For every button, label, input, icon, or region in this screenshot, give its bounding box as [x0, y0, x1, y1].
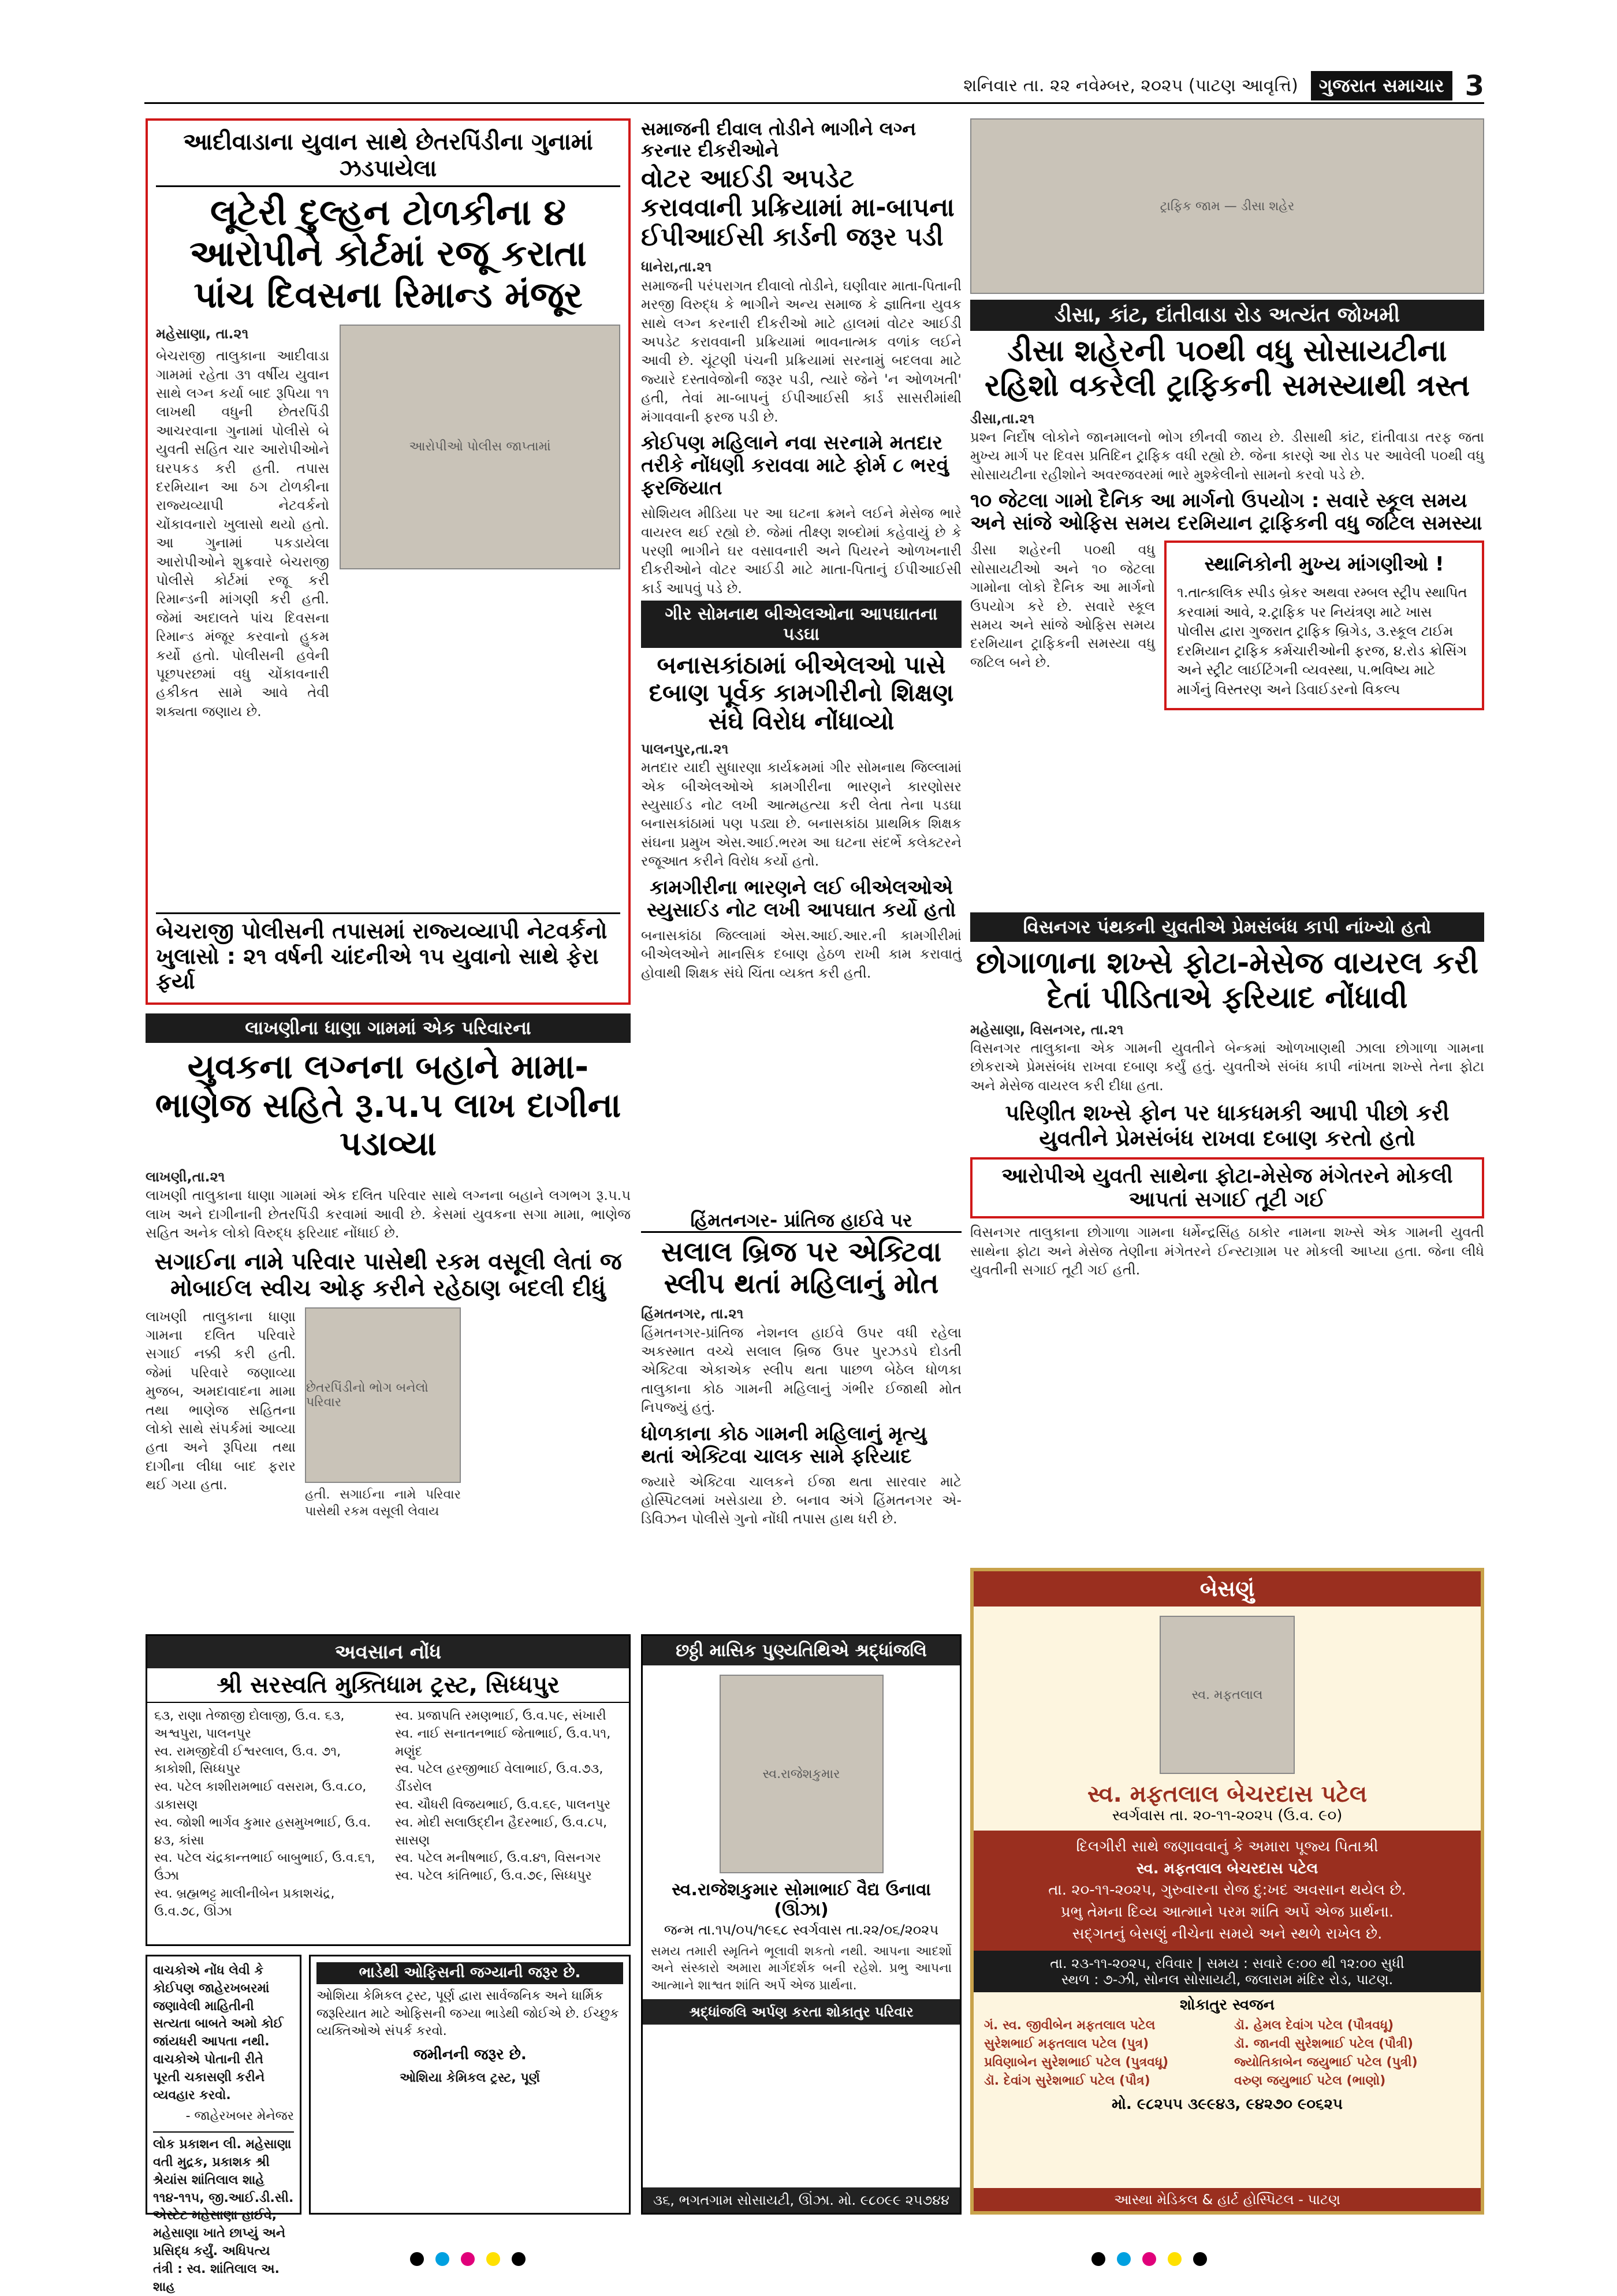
besnu-line-5: સદ્ગતનું બેસણું નીચેના સમયે અને સ્થળે રાખેલ છે.: [1072, 1925, 1383, 1943]
photo-label: સ્વ.રાજેશકુમાર: [762, 1766, 840, 1781]
story-body: મતદાર યાદી સુધારણા કાર્યક્રમમાં ગીર સોમનાથ જિલ્લામાં એક બીએલઓએ કામગીરીના ભારણને કારણોસર સ્યુસાઈડ નોટ લખી આત્મહત્યા કરી લેતા તેના પડઘા બનાસકાંઠામાં પણ પડ્યા છે. બનાસકાંઠા પ્રાથમિક શિક્ષક સંઘના પ્રમુખ એસ.આઈ.ભરમ આ ઘટના સંદર્ભે કલેક્ટરને રજૂઆત કરીને વિરોધ કર્યો હતો.: [641, 759, 962, 870]
obituary-trust: શ્રી સરસ્વતિ મુક્તિધામ ટ્રસ્ટ, સિધ્ધપુર: [147, 1668, 629, 1703]
story-subhead: કામગીરીના ભારણને લઈ બીએલઓએ સ્યુસાઈડ નોટ લખી આપઘાત કર્યો હતો: [646, 875, 956, 922]
besnu-footer: આસ્થા મેડિકલ & હાર્ટ હોસ્પિટલ - પાટણ: [974, 2188, 1481, 2211]
story-deesa-traffic: [970, 118, 1484, 904]
story-subhead: પરિણીત શખ્સે ફોન પર ધાકધમકી આપી પીછો કરી યુવતીને પ્રેમસંબંધ રાખવા દબાણ કરતો હતો: [1005, 1100, 1450, 1151]
advertisement-disclaimer: [146, 1955, 301, 2294]
issue-dateline: શનિવાર તા. ૨૨ નવેમ્બર, ૨૦૨૫ (પાટણ આવૃત્તિ): [963, 76, 1298, 96]
obituary-entry: સ્વ. પટેલ હરજીભાઈ વેલાભાઈ, ઉ.વ.૭૩, ડીંડરોલ: [395, 1762, 603, 1795]
tribute-photo: [720, 1675, 884, 1873]
disclaimer-text: વાચકોએ નોંધ લેવી કે કોઈપણ જાહેરખબરમાં જણાવેલી માહિતીની સત્યતા બાબતે અમો કોઈ જાંયધરી આપતા નથી. વાચકોએ પોતાની રીતે પૂરતી ચકાસણી કરીને વ્યવહાર કરવો.: [153, 1963, 284, 2103]
besnu-line-1: દિલગીરી સાથે જણાવવાનું કે અમારા પૂજ્ય પિતાશ્રી: [1076, 1837, 1378, 1855]
tribute-body: સમય તમારી સ્મૃતિને ભૂલાવી શકતો નથી. આપના આદર્શો અને સંસ્કારો અમારા માર્ગદર્શક બની રહેશે. પ્રભુ આપના આત્માને શાશ્વત શાંતિ અર્પે એજ પ્રાર્થના.: [651, 1944, 952, 1993]
story-visnagar-harassment: [970, 912, 1484, 1559]
story-robber-bride: [146, 118, 631, 1005]
besnu-venue-2: સ્થળ : ૭-ઝી, સોનલ સોસાયટી, જલારામ મંદિર રોડ, પાટણ.: [1061, 1971, 1394, 1988]
obituary-entry: સ્વ. જોશી ભાર્ગવ કુમાર હસમુખભાઈ, ઉ.વ. ૪૩, કાંસા: [154, 1815, 371, 1848]
trust-notice-title: ભાડેથી ઓફિસની જગ્યાની જરૂર છે.: [316, 1962, 623, 1984]
besnu-family-member: વરુણ જયુભાઈ પટેલ (ભાણો): [1234, 2073, 1386, 2088]
photo-label: છેતરપિંડીનો ભોગ બનેલો પરિવાર: [306, 1380, 429, 1410]
tribute-dates: જન્મ તા.૧૫/૦૫/૧૯૬૮ સ્વર્ગવાસ તા.૨૨/૦૬/૨૦૨૫: [664, 1922, 939, 1938]
trust-notice: [309, 1955, 631, 2215]
story-headline: યુવકના લગ્નના બહાને મામા-ભાણેજ સહિતે રૂ.૫.૫ લાખ દાગીના પડાવ્યા: [155, 1047, 621, 1164]
story-body: પ્રશ્ન નિર્દોષ લોકોને જાનમાલનો ભોગ છીનવી જાય છે. ડીસાથી કાંટ, દાંતીવાડા તરફ જતા મુખ્ય માર્ગ પર દિવસ પ્રતિદિન ટ્રાફિક વધી રહ્યો છે. જેના કારણે આ રોડ પર આવેલી ૫૦થી વધુ સોસાયટીના રહીશોને અવરજવરમાં ભારે મુશ્કેલીનો સામનો કરવો પડે છે.: [970, 428, 1484, 483]
trust-notice-title-2: જમીનની જરૂર છે.: [413, 2046, 527, 2064]
besnu-name: સ્વ. મફતલાલ બેચરદાસ પટેલ: [1087, 1781, 1368, 1807]
story-body-2: લાખણી તાલુકાના ધાણા ગામના દલિત પરિવારે સગાઈ નક્કી કરી હતી. જેમાં પરિવારે જણાવ્યા મુજબ, અમદાવાદના મામા તથા ભાણેજ સહિતના લોકો સાથે સંપર્કમાં આવ્યા હતા અને રૂપિયા તથા દાગીના લીધા બાદ ફરાર થઈ ગયા હતા.: [146, 1308, 296, 1493]
besnu-dates: સ્વર્ગવાસ તા. ૨૦-૧૧-૨૦૨૫ (ઉ.વ. ૯૦): [1112, 1807, 1343, 1824]
obituary-entry: સ્વ. પ્રજાપતિ રમણભાઈ, ઉ.વ.૫૯, સંખારી: [395, 1709, 606, 1723]
story-blo-protest: [641, 601, 962, 1201]
story-headline: બનાસકાંઠામાં બીએલઓ પાસે દબાણ પૂર્વક કામગીરીનો શિક્ષણ સંઘે વિરોધ નોંધાવ્યો: [649, 651, 954, 735]
story-marriage-fraud: [146, 1013, 631, 1626]
besnu-family-member: ડૉ. જાનવી સુરેશભાઈ પટેલ (પૌત્રી): [1234, 2037, 1414, 2052]
story-dateline: મહેસાણા, વિસનગર, તા.૨૧: [970, 1021, 1124, 1038]
tribute-name: સ્વ.રાજેશકુમાર સોમાભાઈ વૈદ્ય ઉનાવા (ઊંઝા): [671, 1880, 932, 1920]
besnu-family-member: પ્રવિણાબેન સુરેશભાઈ પટેલ (પુત્રવધૂ): [984, 2055, 1169, 2070]
story-salal-bridge: [641, 1210, 962, 1626]
story-subhead: કોઈપણ મહિલાને નવા સરનામે મતદાર તરીકે નોંધણી કરાવવા માટે ફોર્મ ૮ ભરવું ફરજિયાત: [641, 431, 949, 500]
story-subhead: ૧૦ જેટલા ગામો દૈનિક આ માર્ગનો ઉપયોગ : સવારે સ્કૂલ સમય અને સાંજે ઓફિસ સમય દરમિયાન ટ્રાફિકની વધુ જટિલ સમસ્યા: [970, 489, 1482, 535]
registration-dot: [1193, 2252, 1207, 2266]
story-headline: વોટર આઈડી અપડેટ કરાવવાની પ્રક્રિયામાં મા-બાપના ઈપીઆઈસી કાર્ડની જરૂર પડી: [641, 163, 955, 252]
story-body: લાખણી તાલુકાના ધાણા ગામમાં એક દલિત પરિવાર સાથે લગ્નના બહાને લગભગ રૂ.૫.૫ લાખ અને દાગીનાની છેતરપિંડી કરવામાં આવી છે. કેસમાં યુવકના સગા મામા, ભાણેજ સહિત અનેક લોકો વિરુદ્ધ ફરિયાદ નોંધાઈ છે.: [146, 1187, 631, 1242]
registration-marks: [404, 2252, 1213, 2275]
registration-dot: [435, 2252, 449, 2266]
story-inset: આરોપીએ યુવતી સાથેના ફોટા-મેસેજ મંગેતરને મોકલી આપતાં સગાઈ તૂટી ગઈ: [970, 1157, 1484, 1219]
obituary-band: અવસાન નોંધ: [147, 1636, 629, 1668]
photo-label: આરોપીઓ પોલીસ જાપ્તામાં: [409, 439, 551, 454]
story-body-2: વિસનગર તાલુકાના છોગાળા ગામના ધર્મેન્દ્રસિંહ ઠાકોર નામના શખ્સે એક ગામની યુવતી સાથેના ફોટા અને મેસેજ તેણીના મંગેતરને ઈન્સ્ટાગ્રામ પર મોકલી આપ્યા હતા. જેના લીધે યુવતીની સગાઈ તૂટી ગઈ હતી.: [970, 1224, 1484, 1279]
besnu-family-member: ગં. સ્વ. જીવીબેન મફતલાલ પટેલ: [984, 2018, 1156, 2033]
besnu-family-member: ડૉ. દેવાંગ સુરેશભાઈ પટેલ (પૌત્ર): [984, 2073, 1150, 2088]
registration-dot: [410, 2252, 424, 2266]
trust-notice-body: ઓશિયા કેમિકલ ટ્રસ્ટ, પૂર્ણ દ્વારા સાર્વજનિક અને ધાર્મિક જરૂરિયાત માટે ઓફિસની જગ્યા ભાડેથી જોઈએ છે. ઈચ્છુક વ્યક્તિઓએ સંપર્ક કરવો.: [316, 1988, 619, 2039]
besnu-line-3: તા. ૨૦-૧૧-૨૦૨૫, ગુરુવારના રોજ દુ:ખદ અવસાન થયેલ છે.: [1048, 1881, 1406, 1899]
story-kicker: ગીર સોમનાથ બીએલઓના આપઘાતના પડઘા: [641, 601, 962, 648]
registration-dot: [1168, 2252, 1182, 2266]
story-dateline: મહેસાણા, તા.૨૧: [156, 325, 249, 342]
story-body-2: સોશિયલ મીડિયા પર આ ઘટના ક્રમને લઈને મેસેજ ભારે વાયરલ થઈ રહ્યો છે. જેમાં તીક્ષ્ણ શબ્દોમાં કહેવાયું છે કે પરણી ભાગીને ઘર વસાવનારી અને પિયરને ઓળખનારી દીકરીઓને વોટર આઈડી માટે માતા-પિતાનું ઈપીઆઈસી કાર્ડ આપવું પડે છે.: [641, 505, 962, 597]
besnu-family-member: સુરેશભાઈ મફતલાલ પટેલ (પુત્ર): [984, 2037, 1149, 2052]
story-dateline: લાખણી,તા.૨૧: [146, 1169, 225, 1186]
key-demands-box: [1164, 541, 1484, 710]
publisher-imprint: લોક પ્રકાશન લી. મહેસાણા વતી મુદ્રક, પ્રકાશક શ્રી શ્રેયાંસ શાંતિલાલ શાહે ૧૧૪-૧૧૫, જી.આઈ.ડી.સી. એસ્ટેટ મહેસાણા હાઈવે, મહેસાણા ખાતે છાપ્યું અને પ્રસિદ્ધ કર્યું. અધિપત્ય તંત્રી : સ્વ. શાંતિલાલ અ. શાહ: [153, 2131, 294, 2296]
page-number: 3: [1465, 69, 1484, 102]
registration-dot: [512, 2252, 526, 2266]
registration-dot: [486, 2252, 500, 2266]
story-body: વિસનગર તાલુકાના એક ગામની યુવતીને બેન્કમાં ઓળખાણથી ઝાલા છોગાળા ગામના છોકરાએ પ્રેમસંબંધ રાખવા દબાણ કર્યું હતું. યુવતીએ સંબંધ કાપી નાંખતા શખ્સે તેના ફોટા અને મેસેજ વાયરલ કરી દીધા હતા.: [970, 1039, 1484, 1094]
story-subhead: ધોળકાના કોઠ ગામની મહિલાનું મૃત્યુ થતાં એક્ટિવા ચાલક સામે ફરિયાદ: [641, 1422, 927, 1468]
story-dateline: હિંમતનગર, તા.૨૧: [641, 1306, 744, 1322]
besnu-contact: મો. ૯૮૨૫૫ ૩૯૯૪૩, ૯૪૨૭૦ ૯૦૬૨૫: [1112, 2095, 1343, 2113]
photo-label: ટ્રાફિક જામ — ડીસા શહેર: [1160, 199, 1295, 214]
masthead-brand: ગુજરાત સમાચાર: [1311, 71, 1452, 100]
besnu-ad: [970, 1568, 1484, 2215]
story-dateline: ધાનેરા,તા.૨૧: [641, 259, 712, 275]
story-headline: છોગાળાના શખ્સે ફોટા-મેસેજ વાયરલ કરી દેતાં પીડિતાએ ફરિયાદ નોંધાવી: [976, 946, 1478, 1015]
registration-dot: [1142, 2252, 1156, 2266]
story-kicker: આદીવાડાના યુવાન સાથે છેતરપિંડીના ગુનામાં ઝડપાયેલા: [156, 129, 620, 187]
photo-label: સ્વ. મફતલાલ: [1191, 1687, 1263, 1702]
news-photo: [970, 118, 1484, 294]
story-body-2: જ્યારે એક્ટિવા ચાલકને ઈજા થતા સારવાર માટે હોસ્પિટલમાં ખસેડાયા છે. બનાવ અંગે હિંમતનગર એ-ડિવિઝન પોલીસે ગુનો નોંધી તપાસ હાથ ધરી છે.: [641, 1473, 962, 1527]
registration-dot: [1091, 2252, 1105, 2266]
besnu-line-4: પ્રભુ તેમના દિવ્ય આત્માને પરમ શાંતિ અર્પે એજ પ્રાર્થના.: [1060, 1903, 1394, 1921]
key-demands-list: ૧.તાત્કાલિક સ્પીડ બ્રેકર અથવા રમ્બલ સ્ટ્રીપ સ્થાપિત કરવામાં આવે, ૨.ટ્રાફિક પર નિયંત્રણ માટે ખાસ પોલીસ દ્વારા ગુજરાત ટ્રાફિક બ્રિગેડ, ૩.સ્કૂલ ટાઈમ દરમિયાન ટ્રાફિક કર્મચારીઓની ફરજ, ૪.રોડ ક્રોસિંગ અને સ્ટ્રીટ લાઈટિંગની વ્યવસ્થા, ૫.ભવિષ્ય માટે માર્ગનું વિસ્તરણ અને ડિવાઈડરનો વિકલ્પ: [1177, 584, 1467, 698]
obituary-entry: સ્વ. પટેલ કાંતિભાઈ, ઉ.વ.૭૯, સિધ્ધપુર: [395, 1869, 592, 1884]
besnu-family-member: ડૉ. હેમલ દેવાંગ પટેલ (પૌત્રવધૂ): [1234, 2018, 1394, 2033]
besnu-photo: [1160, 1616, 1295, 1774]
story-kicker: વિસનગર પંથકની યુવતીએ પ્રેમસંબંધ કાપી નાંખ્યો હતો: [970, 912, 1484, 942]
story-dateline: ડીસા,તા.૨૧: [970, 410, 1035, 427]
obituary-entry: સ્વ. પટેલ ચંદ્રકાન્તભાઈ બાબુભાઈ, ઉ.વ.૬૧, ઉંઝા: [154, 1851, 375, 1884]
obituary-entry: ૬૩, રાણા તેજાજી દોલાજી, ઉ.વ. ૬૩, અશ્વપુરા, પાલનપુર: [154, 1709, 345, 1741]
besnu-line-2: સ્વ. મફતલાલ બેચરદાસ પટેલ: [1136, 1859, 1318, 1877]
story-body: સમાજની પરંપરાગત દીવાલો તોડીને, ઘણીવાર માતા-પિતાની મરજી વિરુદ્ધ કે ભાગીને અન્ય સમાજ કે જ્ઞાતિના યુવક સાથે લગ્ન કરનારી દીકરીઓ માટે હાલમાં વોટર આઈડી અપડેટ કરાવવાની પ્રક્રિયામાં ભાવનાત્મક વળાંક લઈને આવી છે. ચૂંટણી પંચની પ્રક્રિયામાં સરનામું બદલવા માટે જ્યારે દસ્તાવેજોની જરૂર પડી, ત્યારે જેને 'ન ઓળખતી' હતી, તેવાં મા-બાપનું ઈપીઆઈસી કાર્ડ સાસરીમાંથી મંગાવવાની ફરજ પડી છે.: [641, 277, 962, 425]
story-body: બેચરાજી તાલુકાના આદીવાડા ગામમાં રહેતા ૩૧ વર્ષીય યુવાન સાથે લગ્ન કર્યા બાદ રૂપિયા ૧૧ લાખથી વધુની છેતરપિંડી આચરવાના ગુનામાં પોલીસે બે યુવતી સહિત ચાર આરોપીઓને ઘરપકડ કરી હતી. તપાસ દરમિયાન આ ઠગ ટોળકીના રાજ્યવ્યાપી નેટવર્કનો ચોંકાવનારો ખુલાસો થયો હતો. આ ગુનામાં પકડાયેલા આરોપીઓને શુક્રવારે બેચરાજી પોલીસે કોર્ટમાં રજૂ કરી રિમાન્ડની માંગણી કરી હતી. જેમાં અદાલતે પાંચ દિવસના રિમાન્ડ મંજૂર કરવાનો હુકમ કર્યો હતો. પોલીસની હવેની પૂછપરછમાં વધુ ચોંકાવનારી હકીકત સામે આવે તેવી શક્યતા જણાય છે.: [156, 348, 329, 720]
story-headline: સલાલ બ્રિજ પર એક્ટિવા સ્લીપ થતાં મહિલાનું મોત: [661, 1235, 942, 1300]
story-dateline: પાલનપુર,તા.૨૧: [641, 740, 729, 757]
besnu-venue: તા. ૨૩-૧૧-૨૦૨૫, રવિવાર | સમય : સવારે ૯:૦૦ થી ૧૨:૦૦ સુધી: [1050, 1955, 1404, 1972]
tribute-band: છઠ્ઠી માસિક પુણ્યતિથિએ શ્રદ્ધાંજલિ: [643, 1636, 960, 1665]
tribute-family-band: શ્રદ્ધાંજલિ અર્પણ કરતા શોકાતુર પરિવાર: [643, 1999, 960, 2025]
page-header: [144, 69, 1484, 104]
obituary-list: [147, 1703, 629, 1926]
key-demands-title: સ્થાનિકોની મુખ્ય માંગણીઓ !: [1204, 553, 1444, 576]
story-headline: લૂટેરી દુલ્હન ટોળકીના ૪ આરોપીને કોર્ટમાં રજૂ કરાતા પાંચ દિવસના રિમાન્ડ મંજૂર: [189, 191, 587, 316]
story-body-2: બનાસકાંઠા જિલ્લામાં એસ.આઈ.આર.ની કામગીરીમાં બીએલઓને માનસિક દબાણ હેઠળ રાખી કામ કરાવાતું હોવાથી શિક્ષક સંઘે ચિંતા વ્યક્ત કરી હતી.: [641, 927, 962, 981]
disclaimer-sign: - જાહેરખબર મેનેજર: [185, 2109, 294, 2124]
story-voter-id: [641, 118, 962, 597]
obituary-entry: સ્વ. પટેલ મનીષભાઈ, ઉ.વ.૪૧, વિસનગર: [395, 1851, 601, 1866]
news-photo: [305, 1307, 461, 1483]
obituary-entry: સ્વ. ચૌધરી વિજયભાઈ, ઉ.વ.૬૯, પાલનપુર: [395, 1797, 611, 1812]
story-headline: ડીસા શહેરની ૫૦થી વધુ સોસાયટીના રહિશો વકરેલી ટ્રાફિકની સમસ્યાથી ત્રસ્ત: [984, 334, 1470, 403]
obituary-notes: [146, 1634, 631, 1946]
obituary-entry: સ્વ. રામજીદેવી ઈશ્વરલાલ, ઉ.વ. ૭૧, કાકોશી, સિધ્ધપુર: [154, 1744, 341, 1777]
trust-notice-footer: ઓશિયા કેમિકલ ટ્રસ્ટ, પૂર્ણ: [400, 2071, 540, 2086]
story-footer-headline: બેચરાજી પોલીસની તપાસમાં રાજ્યવ્યાપી નેટવર્કનો ખુલાસો : ૨૧ વર્ષની ચાંદનીએ ૧૫ યુવાનો સાથે ફેરા ફર્યા: [156, 912, 620, 994]
registration-dot: [461, 2252, 475, 2266]
obituary-entry: સ્વ. બ્રહ્મભટ્ટ માલીનીબેન પ્રકાશચંદ્ર, ઉ.વ.૭૮, ઊંઝા: [154, 1886, 335, 1919]
registration-dot: [1117, 2252, 1131, 2266]
besnu-family-head: શોકાતુર સ્વજન: [1179, 1996, 1275, 2014]
story-body: હિંમતનગર-પ્રાંતિજ નેશનલ હાઈવે ઉપર વધી રહેલા અકસ્માત વચ્ચે સલાલ બ્રિજ ઉપર પુરઝડપે દોડતી એક્ટિવા એકાએક સ્લીપ થતા પાછળ બેઠેલ ધોળકા તાલુકાના કોઠ ગામની મહિલાનું ગંભીર ઈજાથી મોત નિપજ્યું હતું.: [641, 1324, 962, 1416]
story-body-2: ડીસા શહેરની ૫૦થી વધુ સોસાયટીઓ અને ૧૦ જેટલા ગામોના લોકો દૈનિક આ માર્ગનો ઉપયોગ કરે છે. સવારે સ્કૂલ સમય અને સાંજે ઓફિસ સમય દરમિયાન ટ્રાફિકની સમસ્યા વધુ જટિલ બને છે.: [970, 542, 1155, 670]
story-subhead: સગાઈના નામે પરિવાર પાસેથી રકમ વસૂલી લેતાં જ મોબાઈલ સ્વીચ ઓફ કરીને રહેઠાણ બદલી દીધું: [154, 1248, 622, 1302]
besnu-family-member: જ્યોતિકાબેન જયુભાઈ પટેલ (પુત્રી): [1234, 2055, 1418, 2070]
obituary-entry: સ્વ. મોદી સલાઉદ્દીન હૈદરભાઈ, ઉ.વ.૮૫, સાસણ: [395, 1815, 608, 1848]
tribute-address: ૩૬, ભગતગામ સોસાયટી, ઊંઝા. મો. ૯૮૦૯૯ ૨૫૭૪૪: [643, 2187, 960, 2213]
news-photo: [340, 325, 620, 569]
besnu-head: બેસણું: [974, 1571, 1481, 1607]
story-kicker: લાખણીના ધાણા ગામમાં એક પરિવારના: [146, 1013, 631, 1043]
photo-caption: હતી. સગાઈના નામે પરિવાર પાસેથી રકમ વસૂલી લેવાય: [305, 1487, 461, 1519]
besnu-family-list: [974, 2014, 1481, 2093]
story-kicker: હિંમતનગર- પ્રાંતિજ હાઈવે પર: [641, 1210, 962, 1233]
story-kicker: સમાજની દીવાલ તોડીને ભાગીને લગ્ન કરનાર દીકરીઓને: [641, 118, 916, 161]
obituary-entry: સ્વ. પટેલ કાશીરામભાઈ વસરામ, ઉ.વ.૮૦, ડાકાસણ: [154, 1780, 367, 1812]
obituary-entry: સ્વ. નાઈ સનાતનભાઈ જેતાભાઈ, ઉ.વ.૫૧, મણુંદ: [395, 1726, 611, 1759]
tribute-ad: [641, 1634, 962, 2215]
story-kicker: ડીસા, કાંટ, દાંતીવાડા રોડ અત્યંત જોખમી: [970, 300, 1484, 331]
